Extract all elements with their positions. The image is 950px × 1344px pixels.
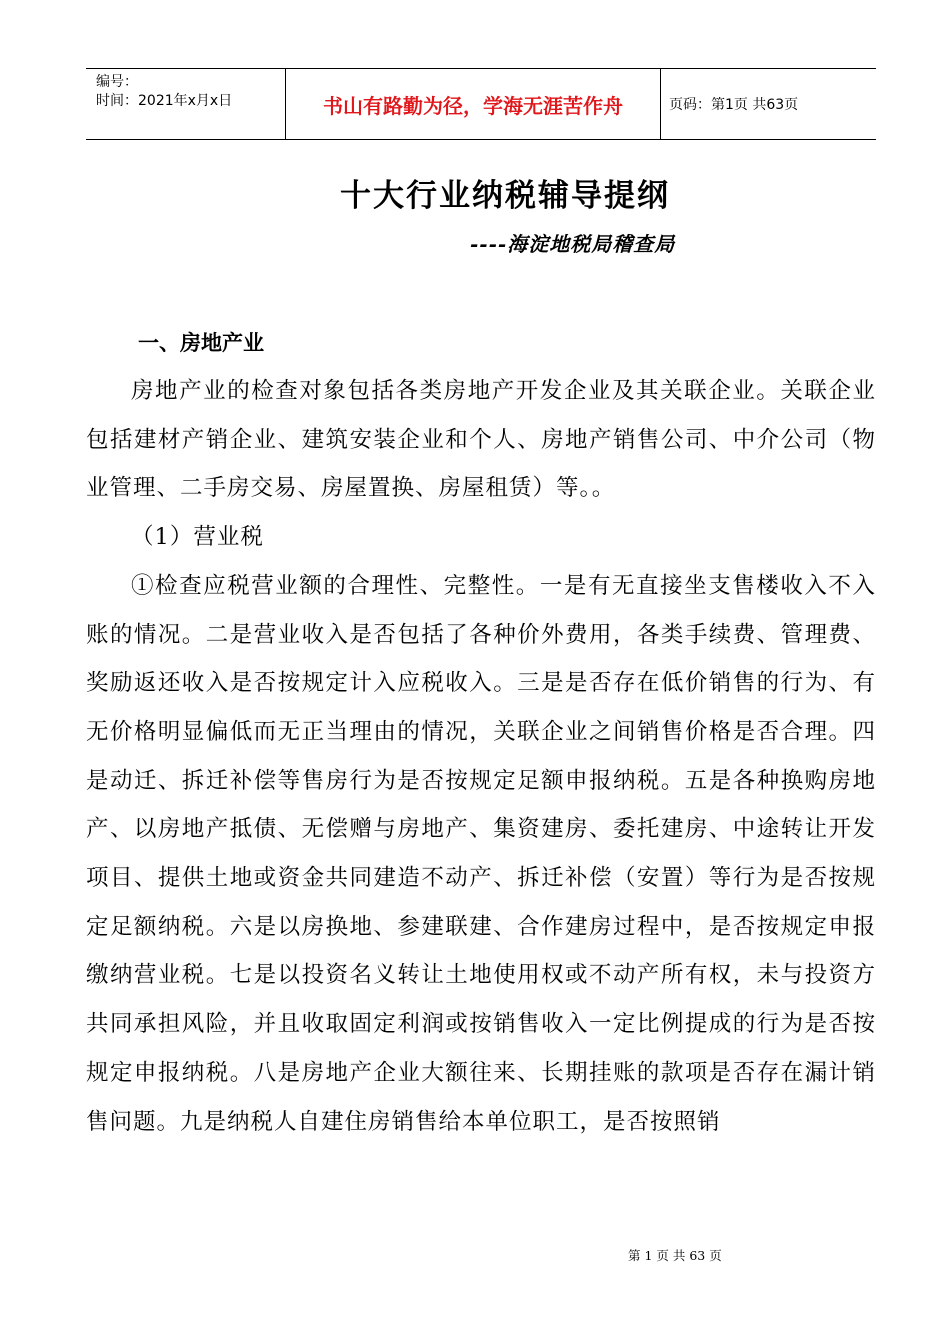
header-page-info: 页码：第1页 共63页 xyxy=(669,97,799,113)
paragraph: （1）营业税 xyxy=(131,524,264,551)
document-number-label: 编号： xyxy=(96,74,138,90)
header-meta xyxy=(86,69,286,139)
paragraph: 房地产业的检查对象包括各类房地产开发企业及其关联企业。关联企业包括建材产销企业、建筑安装企业和个人、房地产销售公司、中介公司（物业管理、二手房交易、房屋置换、房屋租赁）等。。 xyxy=(86,378,876,502)
document-subtitle: ----海淀地税局稽查局 xyxy=(470,232,676,256)
page-footer: 第 1 页 共 63 页 xyxy=(628,1248,722,1263)
paragraph: ①检查应税营业额的合理性、完整性。一是有无直接坐支售楼收入不入账的情况。二是营业收入是否包括了各种价外费用，各类手续费、管理费、奖励返还收入是否按规定计入应税收入。三是是否存在低价销售的行为、有无价格明显偏低而无正当理由的情况，关联企业之间销售价格是否合理。四是动迁、拆迁补偿等售房行为是否按规定足额申报纳税。五是各种换购房地产、以房地产抵债、无偿赠与房地产、集资建房、委托建房、中途转让开发项目、提供土地或资金共同建造不动产、拆迁补偿（安置）等行为是否按规定足额纳税。六是以房换地、参建联建、合作建房过程中，是否按规定申报缴纳营业税。七是以投资名义转让土地使用权或不动产所有权，未与投资方共同承担风险，并且收取固定利润或按销售收入一定比例提成的行为是否按规定申报纳税。八是房地产企业大额往来、长期挂账的款项是否存在漏计销售问题。九是纳税人自建住房销售给本单位职工，是否按照销 xyxy=(86,572,876,1135)
section-heading: 一、房地产业 xyxy=(138,331,264,355)
header-motto: 书山有路勤为径，学海无涯苦作舟 xyxy=(286,69,661,139)
page-header xyxy=(86,68,876,140)
document-body xyxy=(86,367,876,1146)
document-title: 十大行业纳税辅导提纲 xyxy=(340,178,670,214)
document-time-label: 时间：2021年x月x日 xyxy=(96,93,233,109)
